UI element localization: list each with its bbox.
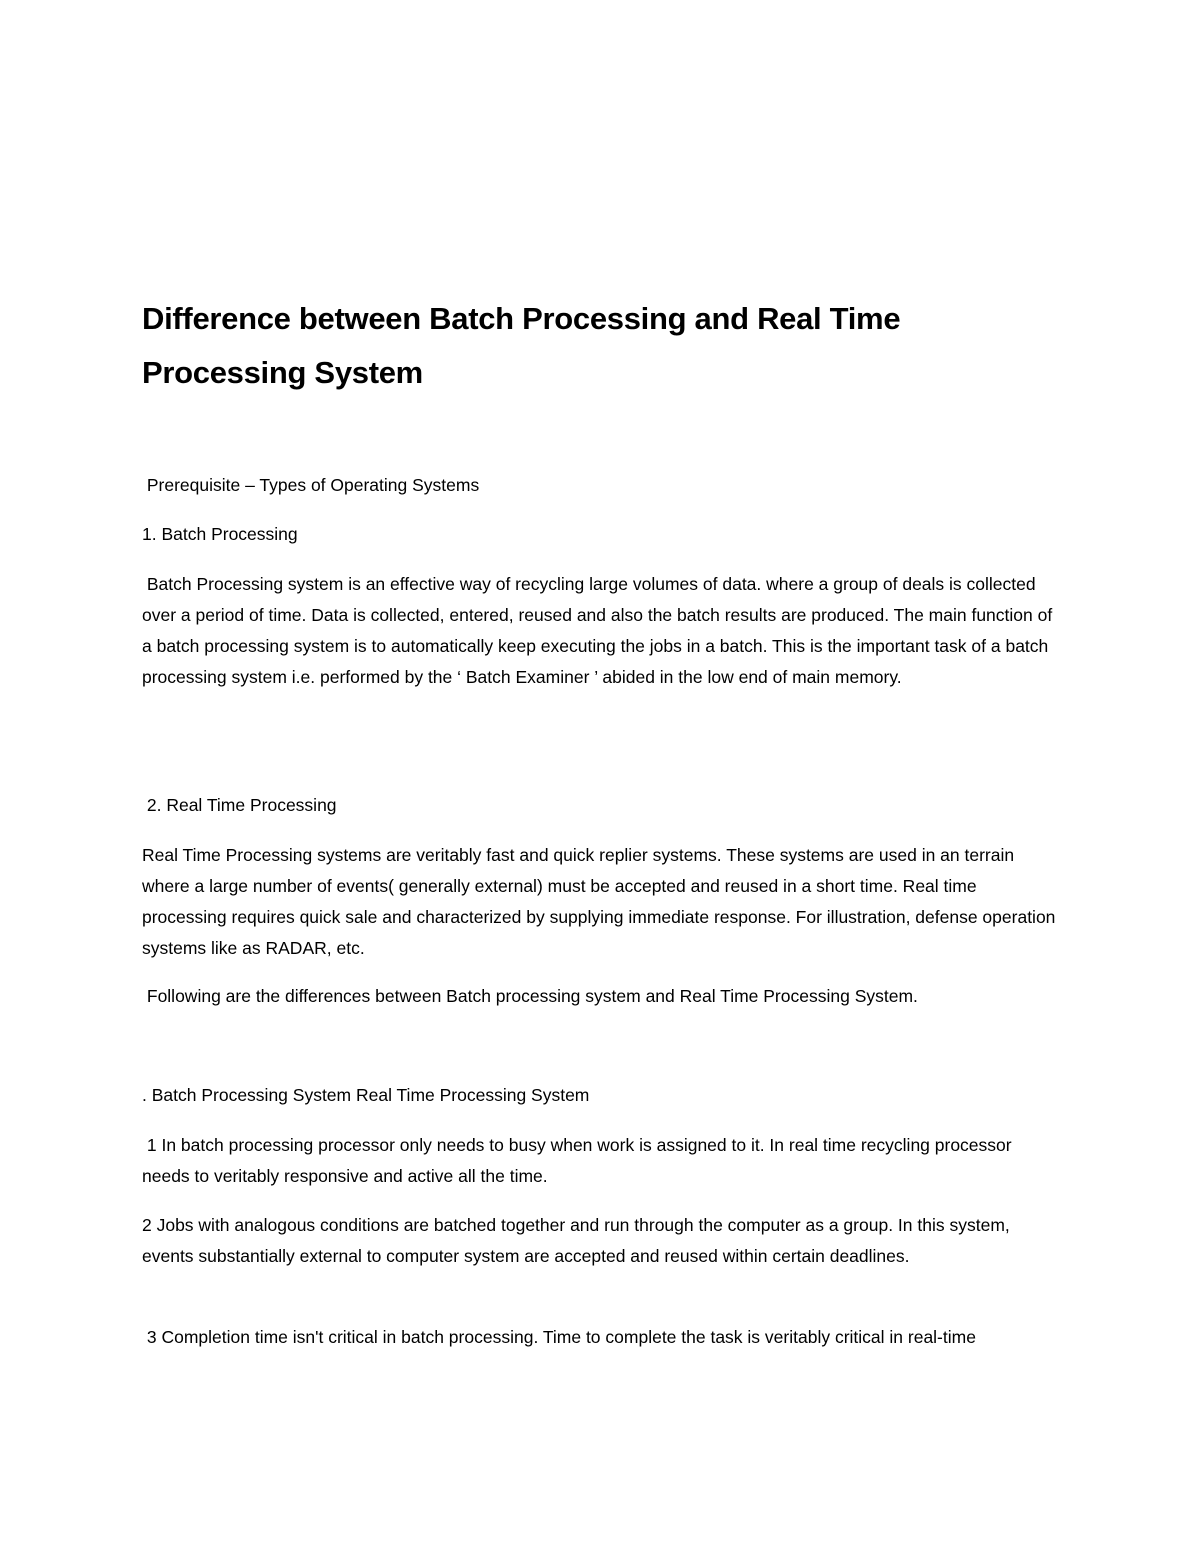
prerequisite-line: Prerequisite – Types of Operating Systems xyxy=(142,475,480,495)
section-heading-real-time: 2. Real Time Processing xyxy=(142,795,337,815)
document-title: Difference between Batch Processing and Real Time Processing System xyxy=(142,301,901,390)
comparison-point-3: 3 Completion time isn't critical in batch processing. Time to complete the task is veritably critical in real-time xyxy=(142,1327,976,1347)
paragraph-real-time-processing: Real Time Processing systems are veritably fast and quick replier systems. These systems are used in an terrain where a large number of events( generally external) must be accepted and reused in a short time. Real time processing requires quick sale and characterized by supplying immediate response. For illustration, defense operation systems like as RADAR, etc. xyxy=(142,845,1061,958)
paragraph-batch-processing: Batch Processing system is an effective way of recycling large volumes of data. where a group of deals is collected over a period of time. Data is collected, entered, reused and also the batch results are produced. The main function of a batch processing system is to automatically keep executing the jobs in a batch. This is the important task of a batch processing system i.e. performed by the ‘ Batch Examiner ’ abided in the low end of main memory. xyxy=(142,574,1058,687)
section-heading-batch: 1. Batch Processing xyxy=(142,524,298,544)
comparison-header: . Batch Processing System Real Time Processing System xyxy=(142,1085,590,1105)
comparison-point-1: 1 In batch processing processor only needs to busy when work is assigned to it. In real time recycling processor needs to veritably responsive and active all the time. xyxy=(142,1135,1017,1186)
comparison-point-2: 2 Jobs with analogous conditions are batched together and run through the computer as a group. In this system, events substantially external to computer system are accepted and reused within certain deadlines. xyxy=(142,1215,1015,1266)
differences-intro: Following are the differences between Batch processing system and Real Time Processing System. xyxy=(142,986,918,1006)
